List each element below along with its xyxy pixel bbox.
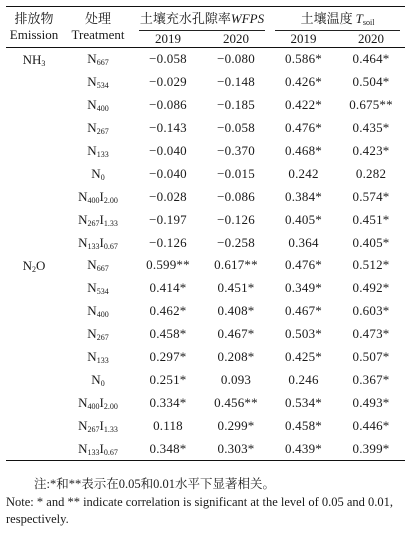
treatment-subscript: 534 [96,287,109,297]
treatment-letter: N [78,440,88,456]
year-header: 2019 [155,31,181,46]
treatment-cell [62,208,134,231]
year-header: 2019 [290,31,317,46]
treatment-cell [62,300,134,323]
correlation-table [6,6,405,461]
wfps-value-cell: 0.456** [214,394,258,410]
treatment-subscript: 267 [87,424,100,434]
emission-label-tail: O [36,258,46,274]
treatment-cell [62,414,134,437]
treatment-letter: N [87,51,97,67]
treatment-subscript-2: 2.00 [103,195,118,205]
wfps-group-header [134,7,270,32]
table-header [6,7,405,48]
temperature-value-cell: 0.399* [352,440,390,456]
treatment-subscript: 267 [87,218,100,228]
temperature-value-cell: 0.493* [352,394,390,410]
temperature-value-cell: 0.423* [352,143,390,158]
treatment-subscript: 667 [96,264,109,274]
treatment-letter: N [78,211,88,227]
treatment-cell [62,71,134,94]
emission-label: NH [22,52,42,67]
wfps-value-cell: −0.370 [217,143,255,158]
wfps-header-cn: 土壤充水孔隙率 [139,10,231,26]
wfps-value-cell: −0.086 [217,188,255,204]
treatment-subscript: 400 [87,401,100,411]
treatment-cell [62,437,134,460]
temp-group-header [270,7,405,32]
wfps-value-cell: 0.334* [149,394,187,410]
treatment-header-cn: 处理 [84,11,111,26]
treatment-letter-2: I [99,211,104,227]
wfps-value-cell: −0.126 [217,211,255,227]
temperature-value-cell: 0.603* [352,303,390,319]
treatment-letter: N [87,143,97,158]
treatment-subscript: 400 [87,195,100,205]
treatment-cell [62,231,134,254]
wfps-value-cell: −0.028 [149,188,187,204]
temp-header-cn: 土壤温度 [300,10,353,26]
table-row [6,94,405,117]
table-row [6,254,405,277]
table-body [6,48,405,461]
temperature-value-cell: 0.464* [352,51,390,67]
temperature-value-cell: 0.405* [352,234,390,250]
temperature-value-cell: 0.675** [349,97,393,113]
wfps-value-cell: 0.467* [217,326,255,342]
treatment-letter: N [78,394,88,410]
treatment-subscript-2: 1.33 [103,424,118,434]
year-header: 2020 [358,31,385,46]
wfps-value-cell: −0.058 [149,51,187,67]
emission-header [6,7,62,48]
temperature-value-cell: 0.282 [355,165,387,181]
wfps-value-cell: −0.080 [217,51,255,67]
temperature-value-cell: 0.458* [285,417,322,433]
treatment-letter: N [87,326,97,342]
table-row [6,300,405,323]
table-row [6,323,405,346]
treatment-letter: N [87,97,97,113]
wfps-value-cell: 0.408* [217,303,255,319]
temperature-value-cell: 0.246 [288,371,319,387]
temp-header-symbol: T [355,10,363,26]
wfps-value-cell: −0.029 [149,74,187,90]
treatment-letter: N [87,349,97,365]
wfps-value-cell: −0.185 [217,97,255,113]
emission-subscript: 3 [41,59,46,68]
temperature-value-cell: 0.349* [285,280,322,296]
note-english: Note: * and ** indicate correlation is significant at the level of 0.05 and 0.01, respectively. [6,495,394,526]
table-row [6,48,405,71]
temperature-value-cell: 0.586* [285,51,322,67]
wfps-value-cell: 0.462* [149,303,187,319]
temperature-value-cell: 0.512* [352,257,390,273]
temperature-value-cell: 0.534* [285,394,322,410]
table-row [6,368,405,391]
wfps-value-cell: 0.297* [149,349,187,365]
table-row [6,140,405,163]
treatment-letter: N [78,417,88,433]
treatment-letter-2: I [99,440,104,456]
table-row [6,346,405,369]
wfps-value-cell: 0.303* [217,440,255,456]
year-header: 2020 [223,31,249,46]
table-row [6,414,405,437]
temperature-value-cell: 0.439* [285,440,322,456]
emission-label: N [22,258,32,274]
temperature-value-cell: 0.468* [285,143,322,158]
treatment-letter: N [78,234,88,250]
wfps-value-cell: −0.258 [217,234,255,250]
treatment-letter-2: I [99,417,104,433]
temperature-value-cell: 0.507* [352,349,390,365]
table-row [6,185,405,208]
table-row [6,117,405,140]
treatment-subscript-2: 0.67 [103,241,118,251]
wfps-value-cell: −0.126 [149,234,187,250]
wfps-value-cell: 0.451* [217,280,255,296]
treatment-cell [62,323,134,346]
treatment-subscript: 534 [96,81,109,91]
temperature-value-cell: 0.405* [285,211,322,227]
treatment-letter: N [87,303,97,319]
emission-header-en: Emission [9,27,59,42]
treatment-cell [62,140,134,163]
treatment-header-en: Treatment [71,27,125,42]
table-row [6,437,405,460]
wfps-value-cell: −0.143 [149,120,187,136]
treatment-cell [62,346,134,369]
treatment-subscript: 0 [100,378,105,388]
wfps-value-cell: 0.118 [153,417,183,433]
temperature-value-cell: 0.503* [285,326,322,342]
treatment-cell [62,48,134,71]
temperature-value-cell: 0.446* [352,417,390,433]
treatment-subscript: 133 [96,150,109,159]
temperature-value-cell: 0.476* [285,257,322,273]
treatment-letter-2: I [99,234,104,250]
table-row [6,231,405,254]
wfps-value-cell: −0.148 [217,74,255,90]
treatment-letter: N [78,188,88,204]
temperature-value-cell: 0.242 [288,165,319,181]
treatment-subscript-2: 0.67 [103,447,118,457]
wfps-value-cell: 0.093 [220,371,252,387]
treatment-letter: N [87,120,97,136]
wfps-value-cell: 0.599** [146,257,190,273]
treatment-cell [62,185,134,208]
treatment-cell [62,391,134,414]
treatment-letter: N [91,371,101,387]
temperature-value-cell: 0.467* [285,303,322,319]
table-row [6,162,405,185]
treatment-subscript-2: 1.33 [103,218,118,228]
wfps-value-cell: 0.617** [214,257,258,273]
treatment-cell [62,94,134,117]
temperature-value-cell: 0.426* [285,74,322,90]
treatment-subscript: 267 [96,333,109,343]
wfps-value-cell: 0.414* [149,280,187,296]
temperature-value-cell: 0.425* [285,349,322,365]
treatment-cell [62,368,134,391]
temperature-value-cell: 0.384* [285,188,322,204]
temperature-value-cell: 0.574* [352,188,390,204]
treatment-cell [62,254,134,277]
temperature-value-cell: 0.435* [352,120,390,136]
treatment-cell [62,162,134,185]
wfps-value-cell: −0.040 [149,165,187,181]
emission-subscript: 2 [32,265,36,275]
treatment-subscript: 133 [87,241,100,251]
note-chinese: 注:*和**表示在0.05和0.01水平下显著相关。 [34,477,275,491]
treatment-header [62,7,134,48]
treatment-subscript: 133 [87,447,100,457]
emission-header-cn: 排放物 [14,11,54,26]
wfps-value-cell: −0.015 [217,165,255,181]
temperature-value-cell: 0.422* [285,97,322,113]
table-row [6,71,405,94]
treatment-subscript-2: 2.00 [103,401,118,411]
wfps-value-cell: 0.458* [149,326,187,342]
treatment-letter: N [87,74,97,90]
treatment-letter-2: I [99,394,104,410]
temperature-value-cell: 0.492* [352,280,390,296]
treatment-letter: N [87,280,97,296]
emission-cell [6,48,62,255]
treatment-letter: N [91,165,101,181]
temperature-value-cell: 0.364 [288,234,319,250]
temperature-value-cell: 0.476* [285,120,322,136]
treatment-subscript: 267 [96,127,109,137]
table-row [6,277,405,300]
emission-cell [6,254,62,461]
wfps-value-cell: 0.208* [217,349,255,365]
temperature-value-cell: 0.367* [352,371,390,387]
treatment-letter-2: I [99,188,104,204]
wfps-value-cell: −0.040 [149,143,187,158]
temperature-value-cell: 0.504* [352,74,390,90]
treatment-cell [62,117,134,140]
treatment-subscript: 0 [100,172,105,182]
table-row [6,208,405,231]
temperature-value-cell: 0.451* [352,211,390,227]
wfps-value-cell: −0.086 [149,97,187,113]
treatment-subscript: 400 [96,310,109,320]
wfps-header-abbr: WFPS [230,10,265,26]
wfps-value-cell: 0.348* [149,440,187,456]
treatment-subscript: 133 [96,356,109,366]
treatment-subscript: 400 [96,104,109,114]
treatment-cell [62,277,134,300]
wfps-value-cell: −0.058 [217,120,255,136]
temperature-value-cell: 0.473* [352,326,390,342]
wfps-value-cell: 0.299* [217,417,255,433]
treatment-subscript: 667 [96,58,109,68]
temp-header-sub: soil [362,17,375,27]
treatment-letter: N [87,257,97,273]
wfps-value-cell: −0.197 [149,211,187,227]
wfps-value-cell: 0.251* [149,371,187,387]
table-row [6,391,405,414]
